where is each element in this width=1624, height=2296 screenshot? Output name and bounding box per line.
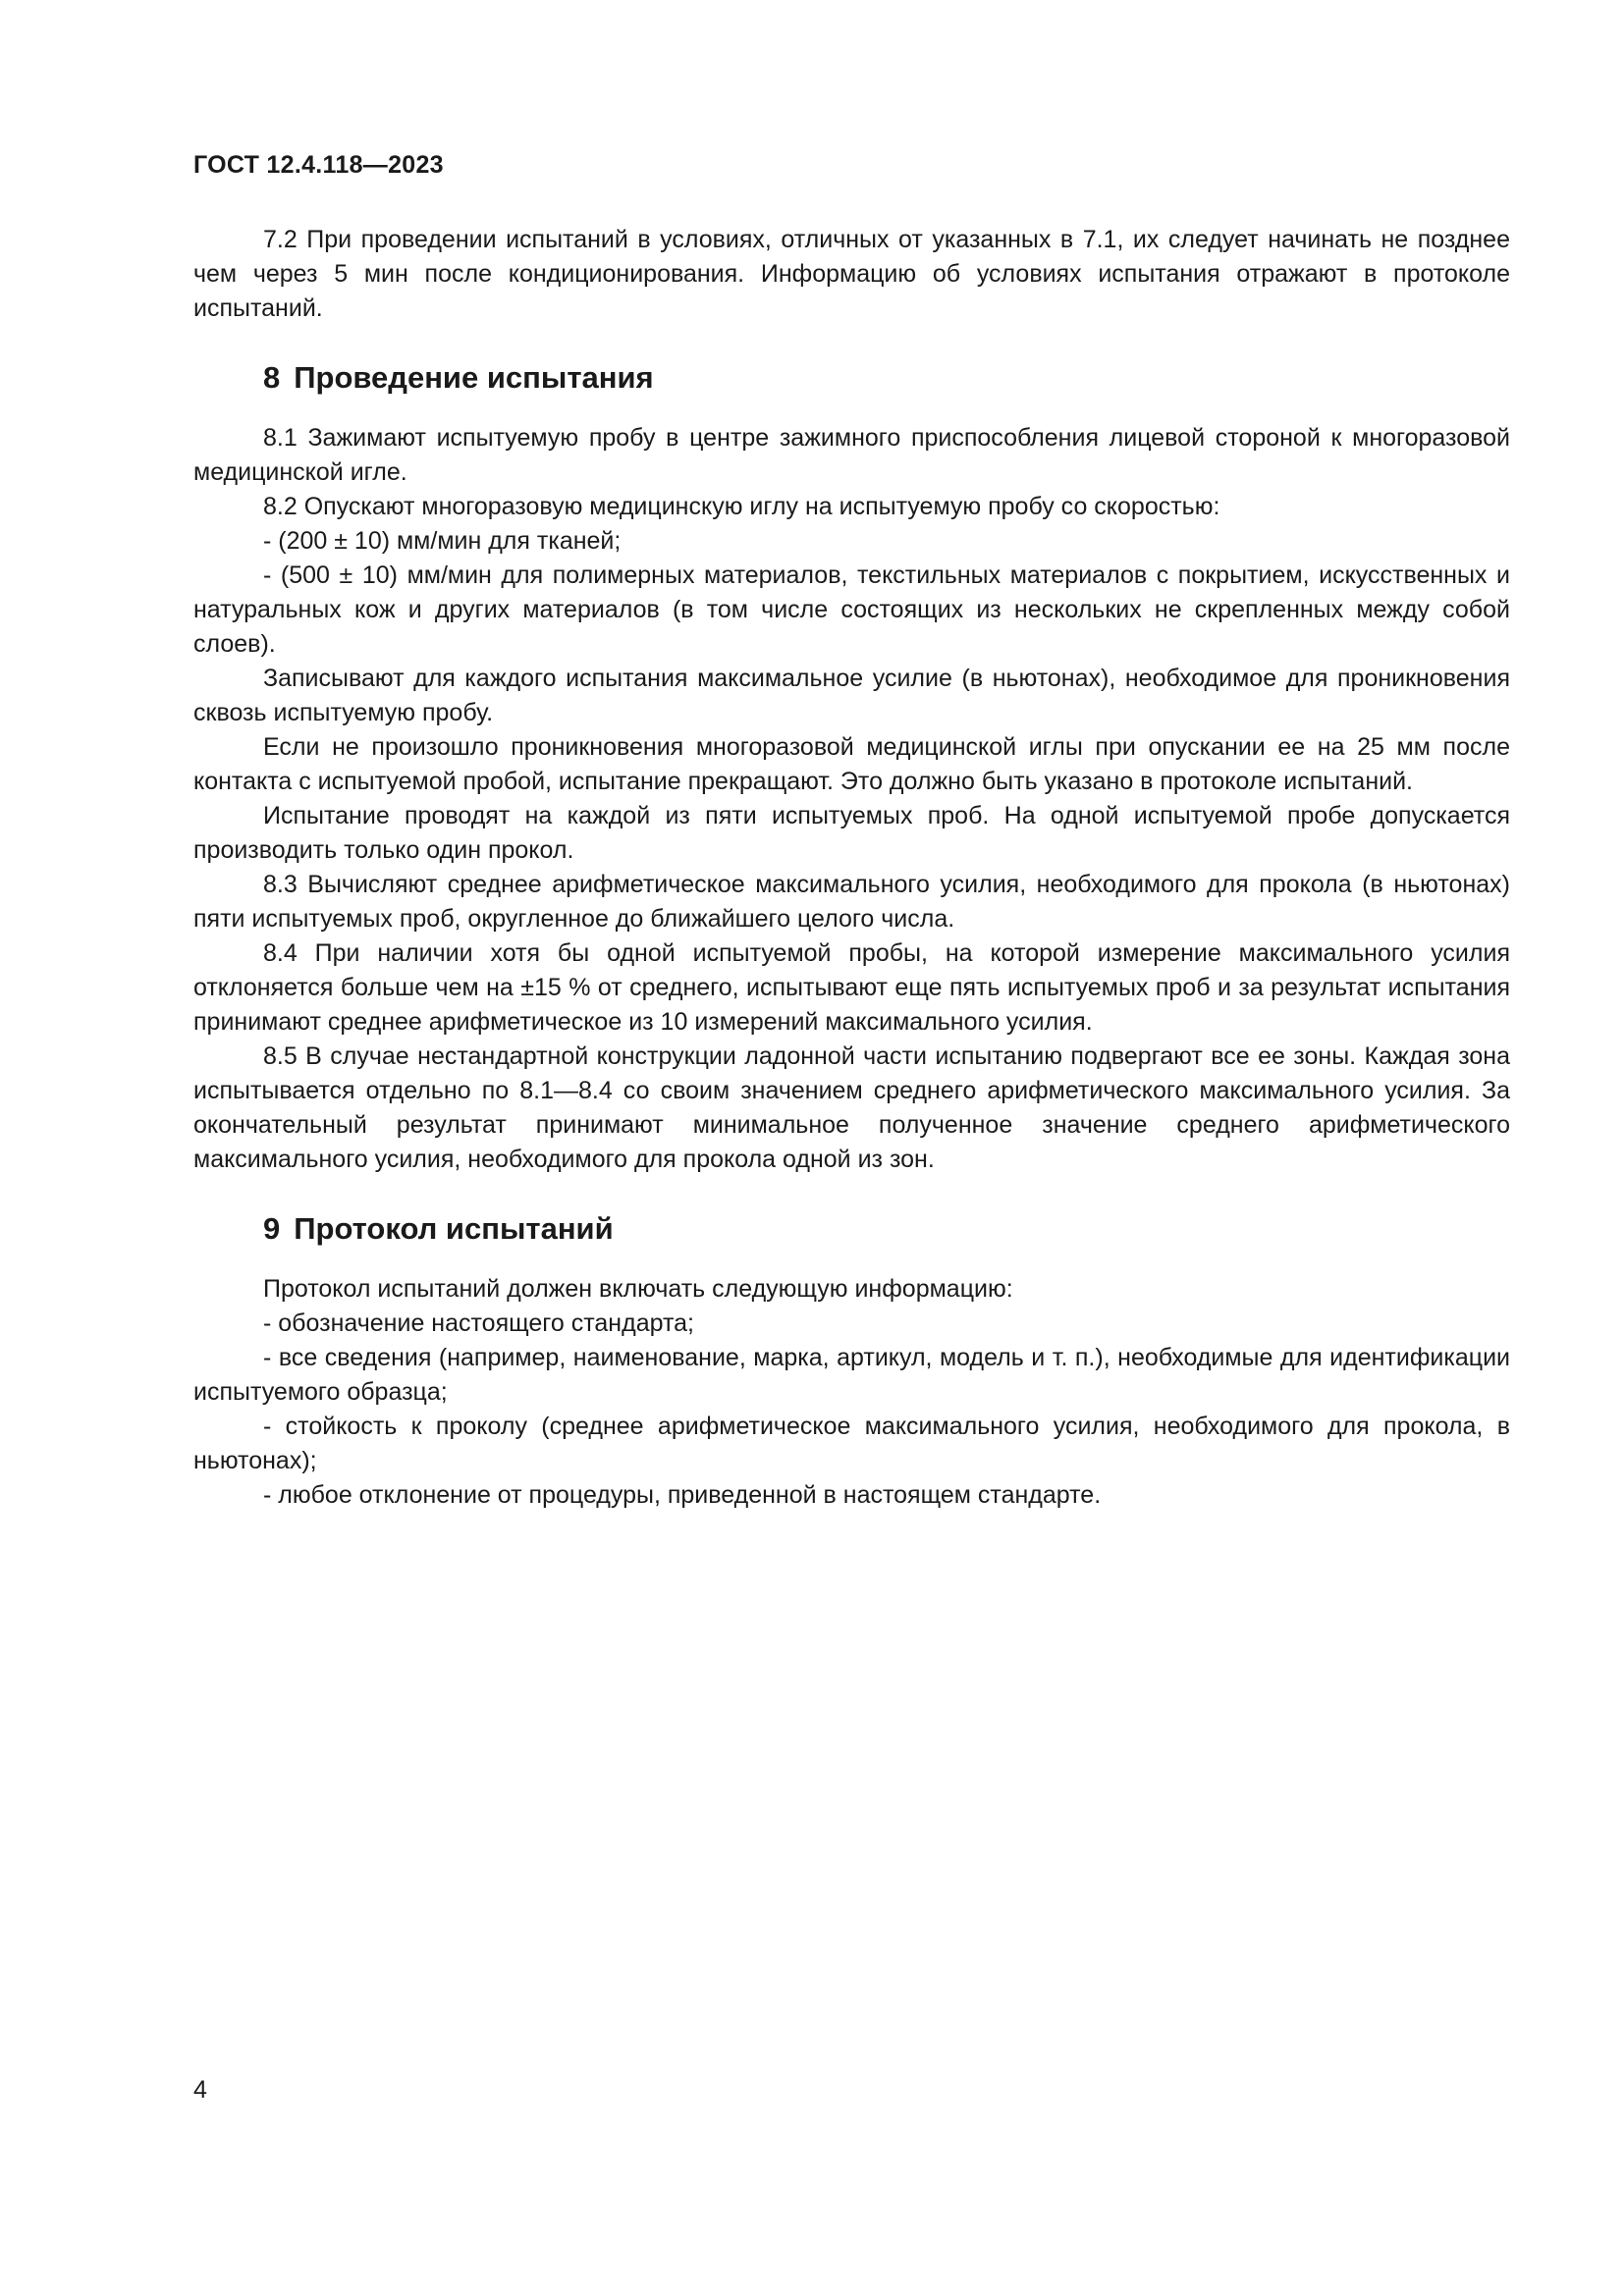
paragraph-8-4: 8.4 При наличии хотя бы одной испытуемой пробы, на которой измерение максимального усилия отклоняется больше чем на ±15 % от среднего, испытывают еще пять испытуемых проб и за результат испытания принимают среднее арифметическое из 10 измерений максимального усилия.: [193, 939, 1510, 1036]
paragraph-8-2: 8.2 Опускают многоразовую медицинскую иглу на испытуемую пробу со скоростью:: [263, 493, 1220, 520]
document-body: [193, 223, 1510, 1513]
list-item-fabrics-speed: - (200 ± 10) мм/мин для тканей;: [263, 527, 622, 555]
paragraph-7-2: 7.2 При проведении испытаний в условиях, отличных от указанных в 7.1, их следует начинать не позднее чем через 5 мин после кондиционирования. Информацию об условиях испытания отражают в протоколе испытаний.: [193, 226, 1510, 322]
paragraph-9-intro: Протокол испытаний должен включать следующую информацию:: [263, 1275, 1013, 1303]
section-9-number: 9: [263, 1211, 281, 1246]
section-8-number: 8: [263, 360, 281, 395]
page-number: 4: [193, 2076, 207, 2104]
paragraph-8-5: 8.5 В случае нестандартной конструкции ладонной части испытанию подвергают все ее зоны. Каждая зона испытывается отдельно по 8.1—8.4 со своим значением среднего арифметического максимального усилия. За окончательный результат принимают минимальное полученное значение среднего арифметического максимального усилия, необходимого для прокола одной из зон.: [193, 1042, 1510, 1173]
section-9-title: Протокол испытаний: [294, 1211, 614, 1246]
paragraph-8-3: 8.3 Вычисляют среднее арифметическое максимального усилия, необходимого для прокола (в ньютонах) пяти испытуемых проб, округленное до ближайшего целого числа.: [193, 871, 1510, 933]
list-item-polymers-speed: - (500 ± 10) мм/мин для полимерных материалов, текстильных материалов с покрытием, искусственных и натуральных кож и других материалов (в том числе состоящих из нескольких не скрепленных между собой слоев).: [193, 561, 1510, 658]
paragraph-record-force: Записывают для каждого испытания максимальное усилие (в ньютонах), необходимое для проникновения сквозь испытуемую пробу.: [193, 665, 1510, 726]
list-item-procedure-deviation: - любое отклонение от процедуры, приведенной в настоящем стандарте.: [263, 1481, 1102, 1509]
section-8-title: Проведение испытания: [294, 360, 654, 395]
list-item-puncture-resistance: - стойкость к проколу (среднее арифметическое максимального усилия, необходимого для прокола, в ньютонах);: [193, 1413, 1510, 1474]
section-9-heading: [193, 1209, 1510, 1249]
paragraph-five-samples: Испытание проводят на каждой из пяти испытуемых проб. На одной испытуемой пробе допускается производить только один прокол.: [193, 802, 1510, 864]
paragraph-8-1: 8.1 Зажимают испытуемую пробу в центре зажимного приспособления лицевой стороной к многоразовой медицинской игле.: [193, 424, 1510, 486]
section-8-heading: [193, 358, 1510, 398]
document-header: ГОСТ 12.4.118—2023: [193, 151, 444, 179]
list-item-sample-identification: - все сведения (например, наименование, марка, артикул, модель и т. п.), необходимые для идентификации испытуемого образца;: [193, 1344, 1510, 1406]
paragraph-stop-condition: Если не произошло проникновения многоразовой медицинской иглы при опускании ее на 25 мм после контакта с испытуемой пробой, испытание прекращают. Это должно быть указано в протоколе испытаний.: [193, 733, 1510, 795]
list-item-standard-designation: - обозначение настоящего стандарта;: [263, 1309, 694, 1337]
